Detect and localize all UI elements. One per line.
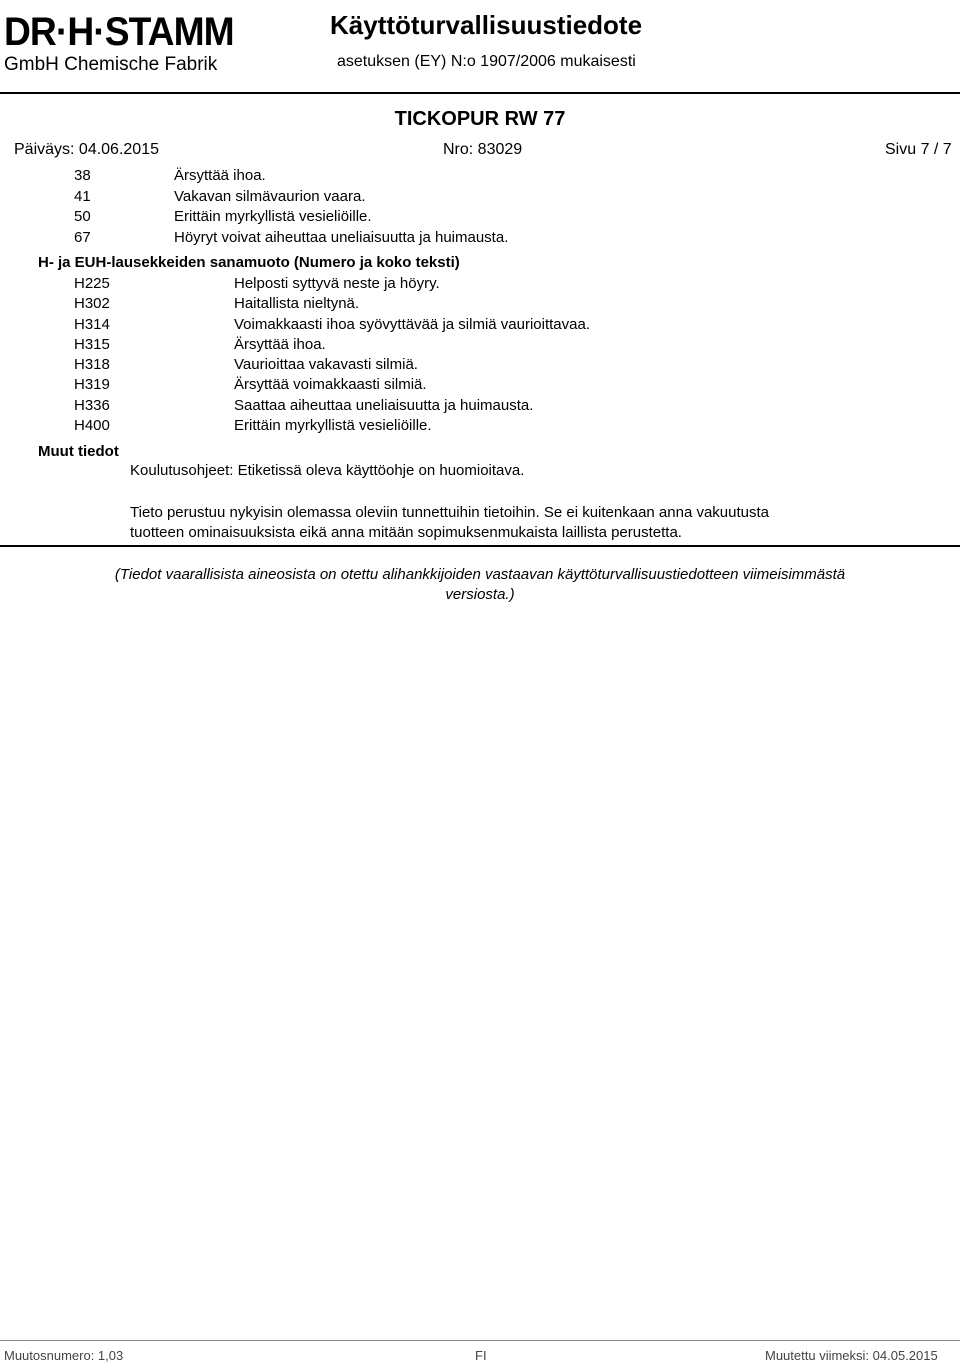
h-phrase-code: H302 [74,295,110,312]
h-section-title: H- ja EUH-lausekkeiden sanamuoto (Numero ja koko teksti) [38,254,460,271]
training-instructions: Koulutusohjeet: Etiketissä oleva käyttöohje on huomioitava. [130,462,525,479]
document-date: Päiväys: 04.06.2015 [14,141,159,158]
r-phrase-code: 41 [74,188,91,205]
h-phrase-code: H225 [74,275,110,292]
header-divider [0,92,960,94]
r-phrase-text: Vakavan silmävaurion vaara. [174,188,366,205]
product-name: TICKOPUR RW 77 [394,108,566,130]
revision-number: Muutosnumero: 1,03 [4,1348,124,1363]
language-code: FI [475,1348,487,1363]
h-phrase-code: H314 [74,316,110,333]
h-phrase-text: Saattaa aiheuttaa uneliaisuutta ja huimausta. [234,397,534,414]
other-info-title: Muut tiedot [38,443,119,460]
h-phrase-text: Ärsyttää ihoa. [234,336,326,353]
source-note-line-1: (Tiedot vaarallisista aineosista on otettu alihankkijoiden vastaavan käyttöturvallisuustiedotteen viimeisimmästä [114,566,846,583]
r-phrase-text: Ärsyttää ihoa. [174,167,266,184]
footer-divider [0,1340,960,1341]
h-phrase-code: H319 [74,376,110,393]
r-phrase-text: Erittäin myrkyllistä vesieliöille. [174,208,372,225]
disclaimer-line-1: Tieto perustuu nykyisin olemassa oleviin tunnettuihin tietoihin. Se ei kuitenkaan anna vakuutusta [130,504,770,521]
source-note-line-2: versiosta.) [445,586,515,603]
h-phrase-text: Helposti syttyvä neste ja höyry. [234,275,440,292]
company-logo: DR·H·STAMM [4,10,234,54]
h-phrase-code: H400 [74,417,110,434]
r-phrase-code: 38 [74,167,91,184]
disclaimer-line-2: tuotteen ominaisuuksista eikä anna mitään sopimuksenmukaista laillista perustetta. [130,524,682,541]
document-title: Käyttöturvallisuustiedote [330,10,643,40]
section-divider [0,545,960,547]
r-phrase-code: 50 [74,208,91,225]
document-subtitle: asetuksen (EY) N:o 1907/2006 mukaisesti [337,53,636,70]
h-phrase-code: H336 [74,397,110,414]
h-phrase-text: Voimakkaasti ihoa syövyttävää ja silmiä vaurioittavaa. [234,316,591,333]
company-logo-subtitle: GmbH Chemische Fabrik [4,54,218,75]
document-number: Nro: 83029 [443,141,523,158]
h-phrase-text: Ärsyttää voimakkaasti silmiä. [234,376,427,393]
h-phrase-code: H315 [74,336,110,353]
h-phrase-text: Erittäin myrkyllistä vesieliöille. [234,417,432,434]
page-number: Sivu 7 / 7 [885,141,952,158]
r-phrase-text: Höyryt voivat aiheuttaa uneliaisuutta ja huimausta. [174,229,509,246]
h-phrase-text: Vaurioittaa vakavasti silmiä. [234,356,418,373]
h-phrase-text: Haitallista nieltynä. [234,295,360,312]
r-phrase-code: 67 [74,229,91,246]
last-modified: Muutettu viimeksi: 04.05.2015 [765,1348,938,1363]
h-phrase-code: H318 [74,356,110,373]
